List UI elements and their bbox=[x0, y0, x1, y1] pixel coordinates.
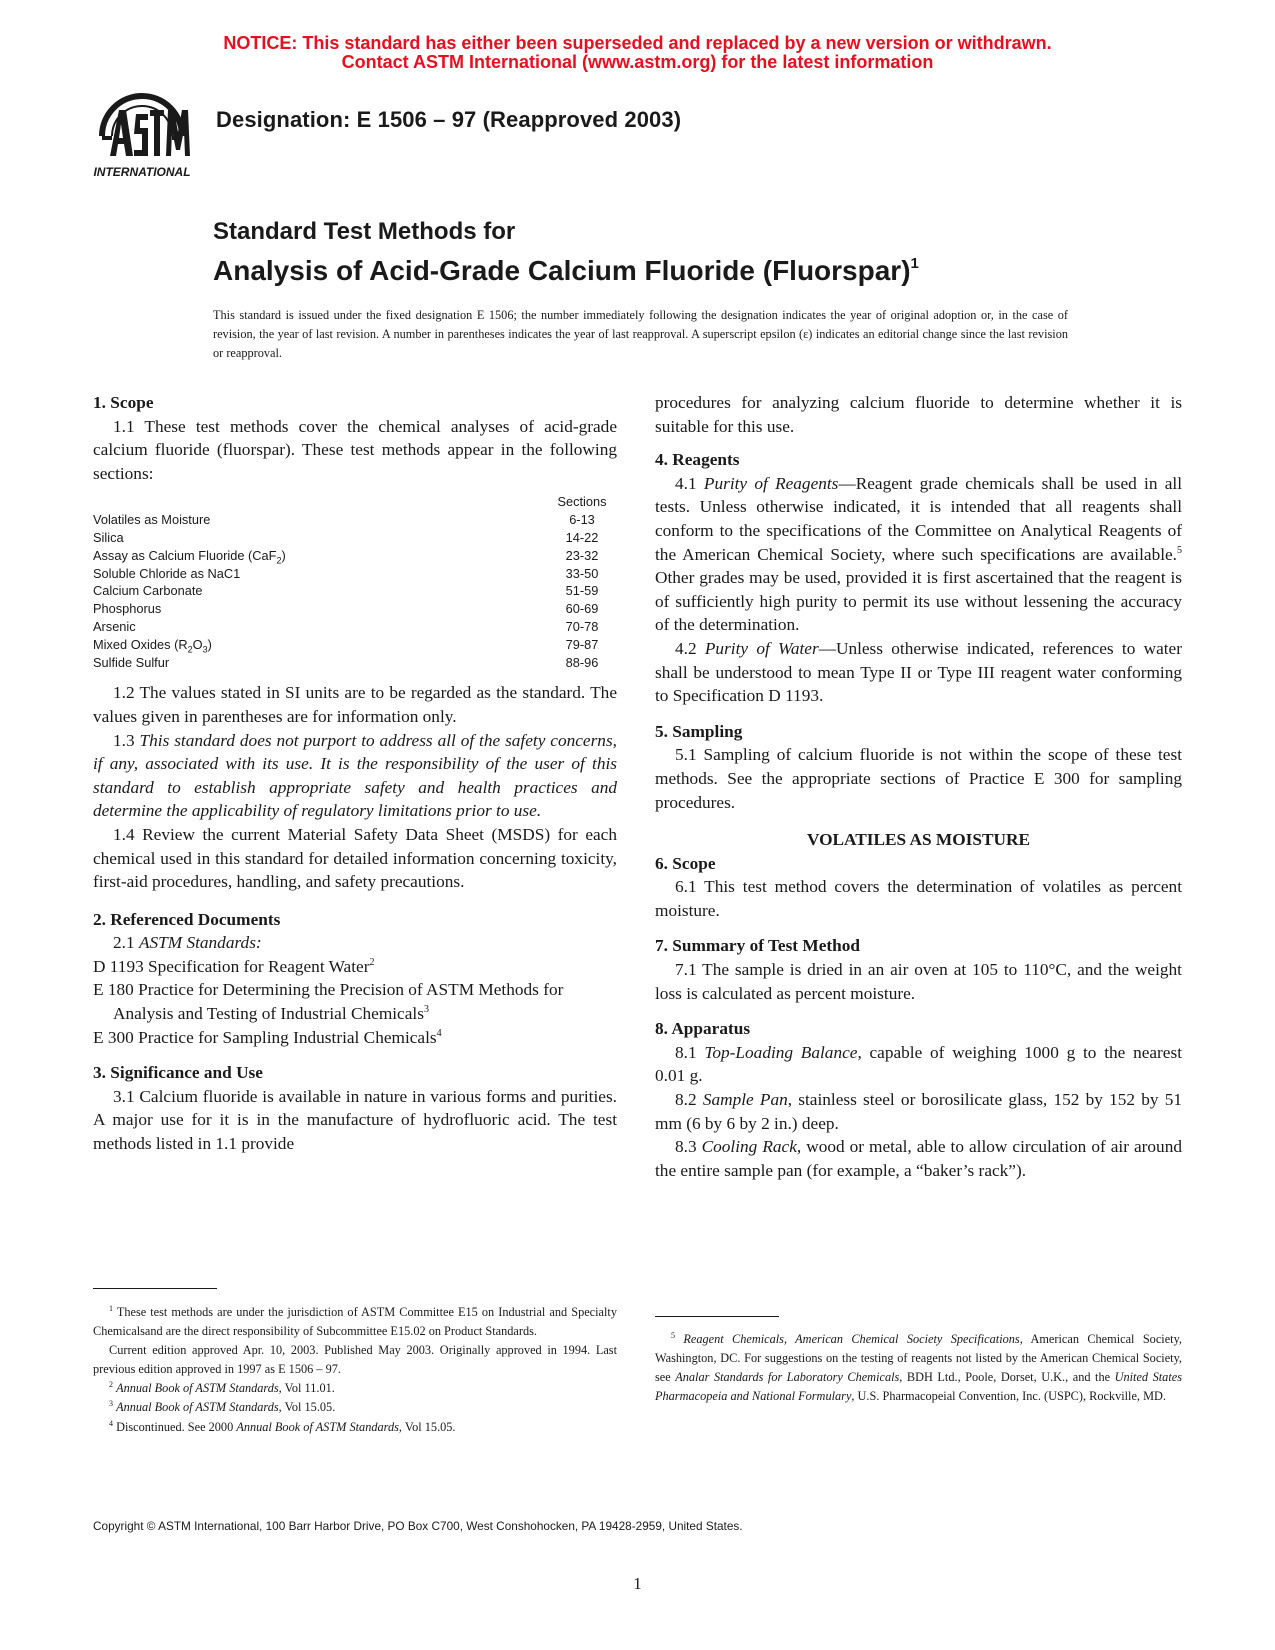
footnote-rule-left bbox=[93, 1288, 217, 1289]
copyright-line: Copyright © ASTM International, 100 Barr Harbor Drive, PO Box C700, West Conshohocken, PA 19428-2959, United States. bbox=[93, 1519, 743, 1533]
sections-header: Sections bbox=[557, 494, 607, 510]
sections-table bbox=[93, 493, 617, 671]
table-row: Calcium Carbonate 51-59 bbox=[93, 583, 599, 599]
para-5-1: 5.1 Sampling of calcium fluoride is not within the scope of these test methods. See the appropriate sections of Practice E 300 for sampling procedures. bbox=[655, 745, 1182, 812]
notice-line-2: Contact ASTM International (www.astm.org) for the latest information bbox=[341, 52, 934, 72]
para-4-2: 4.2 Purity of Water—Unless otherwise indicated, references to water shall be understood to mean Type II or Type III reagent water conforming to Specification D 1193. bbox=[655, 638, 1182, 706]
table-row: Volatiles as Moisture 6-13 bbox=[93, 512, 595, 528]
right-column bbox=[655, 391, 1182, 1182]
section-4-heading: 4. Reagents bbox=[655, 450, 740, 470]
table-row: Silica 14-22 bbox=[93, 529, 599, 545]
page-number: 1 bbox=[633, 1574, 642, 1593]
astm-logo-icon bbox=[88, 88, 196, 180]
footnote-3: $^3$ Annual Book of ASTM Standards, Vol 15.05. bbox=[109, 1399, 336, 1415]
table-row: Sulfide Sulfur 88-96 bbox=[93, 654, 599, 670]
para-1-4: 1.4 Review the current Material Safety Data Sheet (MSDS) for each chemical used in this standard for detailed information concerning toxicity, first-aid procedures, handling, and safety precautions. bbox=[93, 824, 617, 892]
section-5-heading: 5. Sampling bbox=[655, 721, 743, 741]
para-4-1: 4.1 Purity of Reagents—Reagent grade chemicals shall be used in all tests. Unless otherwise indicated, it is intended that all reagents shall conform to the specifications of the Committee on Analytical Reagents of the American Chemical Society, where such specifications are available.$^5$ Other grades may be used, provided it is first ascertained that the reagent is of sufficiently high purity to permit its use without lessening the accuracy of the determination. bbox=[655, 473, 1183, 635]
title-line-2: Analysis of Acid-Grade Calcium Fluoride (Fluorspar)$^1$ bbox=[213, 255, 919, 286]
para-1-2: 1.2 The values stated in SI units are to be regarded as the standard. The values given in parentheses are for information only. bbox=[93, 683, 617, 726]
left-column bbox=[93, 391, 617, 1156]
para-3-1: 3.1 Calcium fluoride is available in nature in various forms and purities. A major use for it is in the manufacture of hydrofluoric acid. The test methods listed in 1.1 provide bbox=[93, 1086, 617, 1154]
volatiles-heading: VOLATILES AS MOISTURE bbox=[806, 830, 1031, 850]
ref-d1193: D 1193 Specification for Reagent Water$^2$ bbox=[93, 956, 375, 976]
supersede-notice bbox=[0, 34, 1275, 72]
para-8-3: 8.3 Cooling Rack, wood or metal, able to allow circulation of air around the entire sample pan (for example, a “baker’s rack”). bbox=[655, 1137, 1182, 1180]
table-row: Soluble Chloride as NaC1 33-50 bbox=[93, 565, 599, 581]
para-1-1: 1.1 These test methods cover the chemical analyses of acid-grade calcium fluoride (fluorspar). These test methods appear in the following sections: bbox=[93, 416, 617, 483]
footnote-1: $^1$ These test methods are under the jurisdiction of ASTM Committee E15 on Industrial and Specialty Chemicalsand are the direct responsibility of Subcommittee E15.02 on Product Standards. bbox=[93, 1304, 617, 1339]
para-7-1: 7.1 The sample is dried in an air oven at 105 to 110°C, and the weight loss is calculated as percent moisture. bbox=[655, 960, 1182, 1003]
section-8-heading: 8. Apparatus bbox=[655, 1019, 751, 1039]
footnote-rule-right bbox=[655, 1316, 779, 1317]
footnote-1-edition: Current edition approved Apr. 10, 2003. Published May 2003. Originally approved in 1994. Last previous edition approved in 1997 as E 1506 – 97. bbox=[93, 1343, 617, 1377]
issuance-note: This standard is issued under the fixed designation E 1506; the number immediately following the designation indicates the year of original adoption or, in the case of revision, the year of last revision. A number in parentheses indicates the year of last reapproval. A superscript epsilon (ε) indicates an editorial change since the last revision or reapproval. bbox=[213, 308, 1068, 360]
footnote-5: $^5$ Reagent Chemicals, American Chemical Society Specifications, American Chemical Society, Washington, DC. For suggestions on the testing of reagents not listed by the American Chemical Society, see Analar Standards for Laboratory Chemicals, BDH Ltd., Poole, Dorset, U.K., and the United States Pharmacopeia and National Formulary, U.S. Pharmacopeial Convention, Inc. (USPC), Rockville, MD. bbox=[655, 1331, 1182, 1404]
notice-line-1: NOTICE: This standard has either been superseded and replaced by a new version or withdrawn. bbox=[223, 33, 1052, 53]
footnotes-right bbox=[655, 1330, 1182, 1406]
ref-e180: E 180 Practice for Determining the Precision of ASTM Methods for Analysis and Testing of Industrial Chemicals$^3$ bbox=[93, 980, 564, 1024]
ref-e300: E 300 Practice for Sampling Industrial Chemicals$^4$ bbox=[93, 1027, 442, 1047]
footnotes-left bbox=[93, 1303, 617, 1437]
section-6-heading: 6. Scope bbox=[655, 853, 716, 873]
para-2-1: 2.1 ASTM Standards: bbox=[113, 933, 262, 953]
para-8-2: 8.2 Sample Pan, stainless steel or borosilicate glass, 152 by 152 by 51 mm (6 by 6 by 2 in.) deep. bbox=[655, 1090, 1182, 1133]
para-3-1-continued: procedures for analyzing calcium fluoride to determine whether it is suitable for this use. bbox=[655, 393, 1182, 436]
astm-international-logo bbox=[88, 88, 196, 180]
section-3-heading: 3. Significance and Use bbox=[93, 1063, 263, 1083]
para-1-3: 1.3 This standard does not purport to address all of the safety concerns, if any, associated with its use. It is the responsibility of the user of this standard to establish appropriate safety and health practices and determine the applicability of regulatory limitations prior to use. bbox=[93, 730, 617, 821]
table-row: Assay as Calcium Fluoride (CaF$_2$) 23-32 bbox=[93, 547, 599, 566]
section-7-heading: 7. Summary of Test Method bbox=[655, 936, 860, 956]
table-row: Arsenic 70-78 bbox=[93, 618, 599, 634]
footnote-2: $^2$ Annual Book of ASTM Standards, Vol 11.01. bbox=[109, 1380, 335, 1396]
logo-wordmark: INTERNATIONAL bbox=[93, 165, 191, 179]
table-header-row bbox=[93, 493, 617, 511]
document-title bbox=[213, 216, 919, 287]
table-row: Mixed Oxides $(R_2O_3)$ 79-87 bbox=[93, 636, 599, 655]
section-1-heading: 1. Scope bbox=[93, 393, 154, 412]
designation: Designation: E 1506 – 97 (Reapproved 2003) bbox=[216, 107, 682, 132]
para-6-1: 6.1 This test method covers the determination of volatiles as percent moisture. bbox=[655, 877, 1182, 920]
section-2-heading: 2. Referenced Documents bbox=[93, 909, 281, 929]
title-line-1: Standard Test Methods for bbox=[213, 218, 516, 245]
title-footnote-mark: 1 bbox=[910, 255, 919, 272]
footnote-4: $^4$ Discontinued. See 2000 Annual Book of ASTM Standards, Vol 15.05. bbox=[109, 1418, 456, 1434]
table-row: Phosphorus 60-69 bbox=[93, 601, 599, 617]
para-8-1: 8.1 Top-Loading Balance, capable of weighing 1000 g to the nearest 0.01 g. bbox=[655, 1042, 1182, 1086]
